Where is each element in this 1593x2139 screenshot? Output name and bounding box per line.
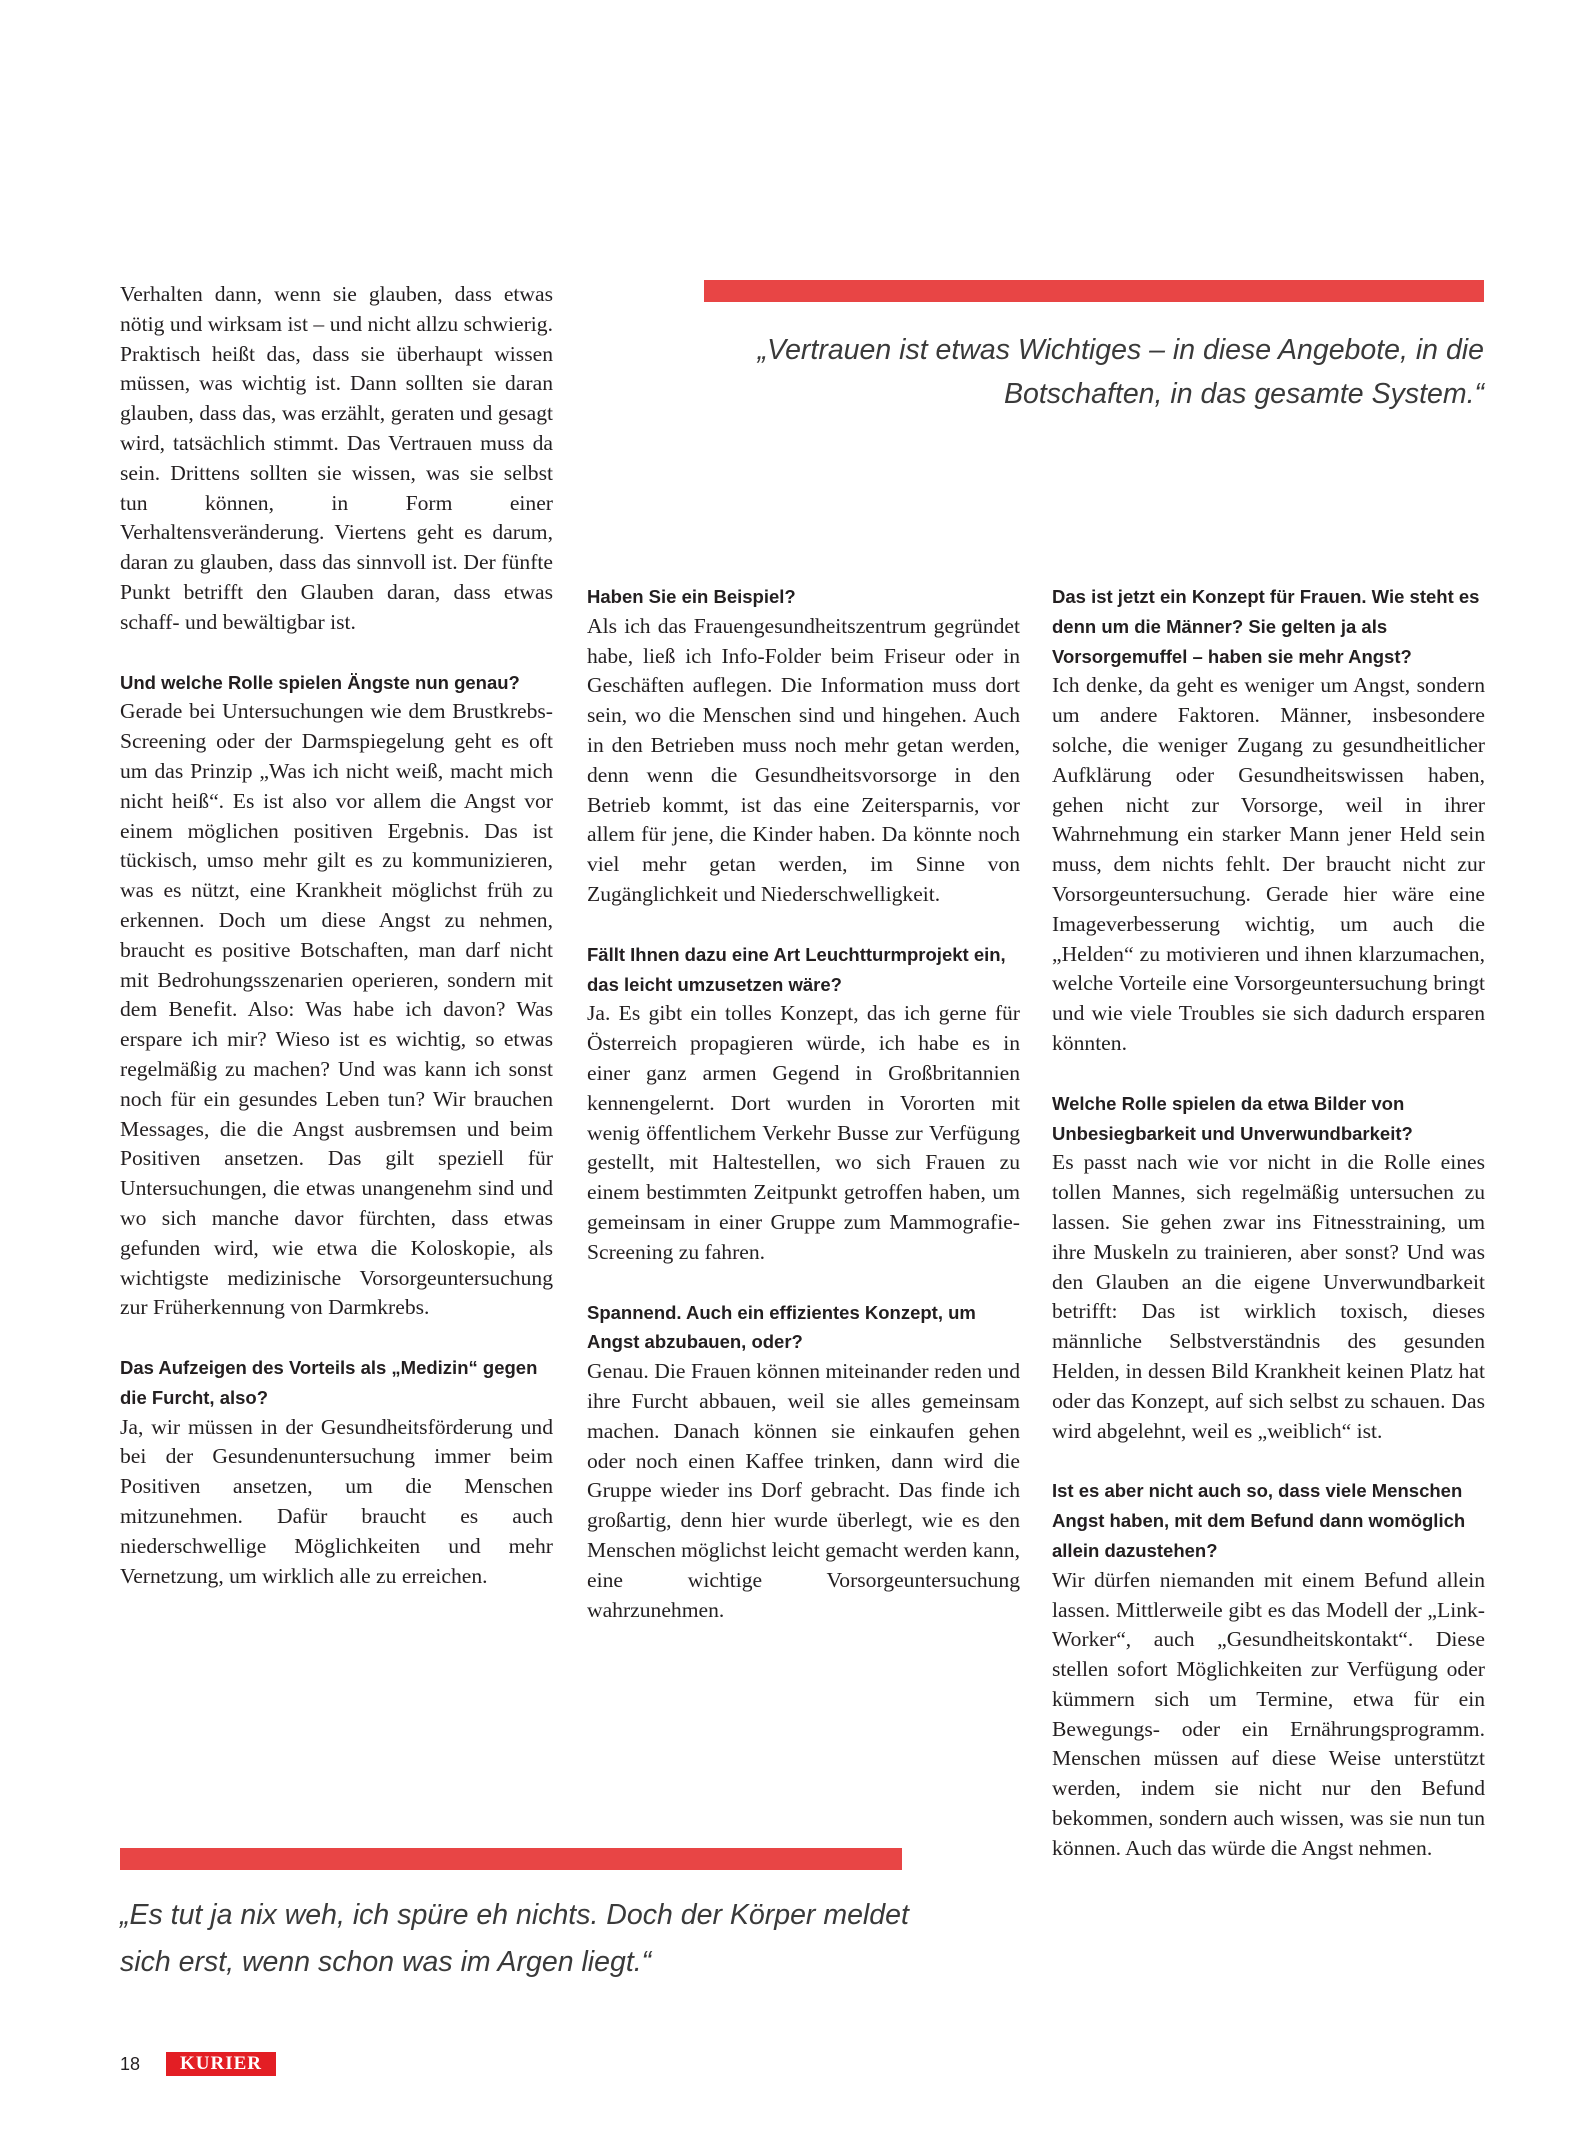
question-heading: Das Aufzeigen des Vorteils als „Medizin“ gegen die Furcht, also?	[120, 1357, 538, 1408]
answer-paragraph: Wir dürfen niemanden mit einem Befund allein lassen. Mittlerweile gibt es das Modell der „Link-Worker“, auch „Gesundheitskontakt“. Diese stellen sofort Möglichkeiten zur Verfügung oder kümmern sich um Termine, etwa für ein Bewegungs- oder ein Ernährungsprogramm. Menschen müssen auf diese Weise unterstützt werden, indem sie nicht nur den Befund bekommen, sondern auch wissen, was sie nun tun können. Auch das würde die Angst nehmen.	[1052, 1567, 1485, 1860]
pull-quote-bottom: „Es tut ja nix weh, ich spüre eh nichts. Doch der Körper meldet sich erst, wenn schon was im Argen liegt.“	[120, 1899, 909, 1978]
answer-paragraph: Ja. Es gibt ein tolles Konzept, das ich gerne für Österreich propagieren würde, ich habe es in einer ganz armen Gegend in Großbritannien kennengelernt. Dort wurden in Vororten mit wenig öffentlichem Verkehr Busse zur Verfügung gestellt, mit Haltestellen, wo sich Frauen zu einem bestimmten Zeitpunkt getroffen haben, um gemeinsam in einer Gruppe zum Mammografie-Screening zu fahren.	[587, 1001, 1020, 1264]
pull-quote-bottom-bar	[120, 1848, 902, 1870]
page-number: 18	[120, 2054, 141, 2074]
article-column-2	[587, 582, 1020, 1625]
pull-quote-top-bar	[704, 280, 1484, 302]
answer-paragraph: Als ich das Frauengesundheitszentrum gegründet habe, ließ ich Info-Folder beim Friseur oder in Geschäften auflegen. Die Information muss dort sein, wo die Menschen sind und hingehen. Auch in den Betrieben muss noch mehr getan werden, denn wenn die Gesundheitsvorsorge in den Betrieb kommt, ist das eine Zeitersparnis, vor allem für jene, die Kinder haben. Da könnte noch viel mehr getan werden, im Sinne von Zugänglichkeit und Niederschwelligkeit.	[587, 613, 1020, 906]
question-heading: Ist es aber nicht auch so, dass viele Menschen Angst haben, mit dem Befund dann womöglich allein dazustehen?	[1052, 1480, 1466, 1561]
intro-paragraph: Verhalten dann, wenn sie glauben, dass etwas nötig und wirksam ist – und nicht allzu schwierig. Praktisch heißt das, dass sie überhaupt wissen müssen, was wichtig ist. Dann sollten sie daran glauben, dass das, was erzählt, geraten und gesagt wird, tatsächlich stimmt. Das Vertrauen muss da sein. Drittens sollten sie wissen, was sie selbst tun können, in Form einer Verhaltensveränderung. Viertens geht es darum, daran zu glauben, dass das sinnvoll ist. Der fünfte Punkt betrifft den Glauben daran, dass etwas schaff- und bewältigbar ist.	[120, 282, 553, 634]
answer-paragraph: Genau. Die Frauen können miteinander reden und ihre Furcht abbauen, weil sie alles gemeinsam machen. Danach können sie einkaufen gehen oder noch einen Kaffee trinken, dann wird die Gruppe wieder ins Dorf gebracht. Das finde ich großartig, denn hier wurde überlegt, wie es den Menschen möglichst leicht gemacht werden kann, eine wichtige Vorsorgeuntersuchung wahrzunehmen.	[587, 1359, 1020, 1622]
pull-quote-top: „Vertrauen ist etwas Wichtiges – in diese Angebote, in die Botschaften, in das gesamte System.“	[757, 334, 1484, 410]
question-heading: Fällt Ihnen dazu eine Art Leuchtturmprojekt ein, das leicht umzusetzen wäre?	[587, 943, 1006, 995]
kurier-logo: KURIER	[166, 2052, 276, 2076]
question-heading: Welche Rolle spielen da etwa Bilder von Unbesiegbarkeit und Unverwundbarkeit?	[1052, 1092, 1413, 1144]
question-heading: Haben Sie ein Beispiel?	[587, 586, 796, 607]
question-heading: Und welche Rolle spielen Ängste nun genau?	[120, 671, 520, 693]
answer-paragraph: Ich denke, da geht es weniger um Angst, sondern um andere Faktoren. Männer, insbesondere solche, die weniger Zugang zu gesundheitlicher Aufklärung oder Gesundheitswissen haben, gehen nicht zur Vorsorge, weil in ihrer Wahrnehmung ein starker Mann jener Held sein muss, dem nichts fehlt. Der braucht nicht zur Vorsorgeuntersuchung. Gerade hier wäre eine Imageverbesserung wichtig, um auch die „Helden“ zu motivieren und ihnen klarzumachen, welche Vorteile eine Vorsorgeuntersuchung bringt und wie viele Troubles sie sich dadurch ersparen könnten.	[1052, 673, 1485, 1055]
answer-paragraph: Gerade bei Untersuchungen wie dem Brustkrebs-Screening oder der Darmspiegelung geht es oft um das Prinzip „Was ich nicht weiß, macht mich nicht heiß“. Es ist also vor allem die Angst vor einem möglichen positiven Ergebnis. Das ist tückisch, umso mehr gilt es zu kommunizieren, was es nützt, eine Krankheit möglichst früh zu erkennen. Doch um diese Angst zu nehmen, braucht es positive Botschaften, man darf nicht mit Bedrohungsszenarien operieren, sondern mit dem Benefit. Also: Was habe ich davon? Was erspare ich mir? Wieso ist es wichtig, so etwas regelmäßig zu machen? Und was kann ich sonst noch für ein gesundes Leben tun? Wir brauchen Messages, die die Angst ausbremsen und beim Positiven ansetzen. Das gilt speziell für Untersuchungen, die etwas unangenehm sind und wo sich manche davor fürchten, dass etwas gefunden wird, wie etwa die Koloskopie, als wichtigste medizinische Vorsorgeuntersuchung zur Früherkennung von Darmkrebs.	[120, 699, 553, 1320]
question-heading: Das ist jetzt ein Konzept für Frauen. Wie steht es denn um die Männer? Sie gelten ja als Vorsorgemuffel – haben sie mehr Angst?	[1052, 586, 1480, 667]
article-column-1	[120, 280, 553, 1591]
answer-paragraph: Ja, wir müssen in der Gesundheitsförderung und bei der Gesundenuntersuchung immer beim Positiven ansetzen, um die Menschen mitzunehmen. Dafür braucht es auch niederschwellige Möglichkeiten und mehr Vernetzung, um wirklich alle zu erreichen.	[120, 1414, 553, 1588]
question-heading: Spannend. Auch ein effizientes Konzept, um Angst abzubauen, oder?	[587, 1301, 976, 1353]
article-column-3	[1052, 582, 1485, 1864]
answer-paragraph: Es passt nach wie vor nicht in die Rolle eines tollen Mannes, sich regelmäßig untersuchen zu lassen. Sie gehen zwar ins Fitnesstraining, um ihre Muskeln zu trainieren, aber sonst? Und was den Glauben an die eigene Unverwundbarkeit betrifft: Das ist wirklich toxisch, dieses männliche Selbstverständnis des gesunden Helden, in dessen Bild Krankheit keinen Platz hat oder das Konzept, auf sich selbst zu schauen. Das wird abgelehnt, weil es „weiblich“ ist.	[1052, 1150, 1485, 1443]
